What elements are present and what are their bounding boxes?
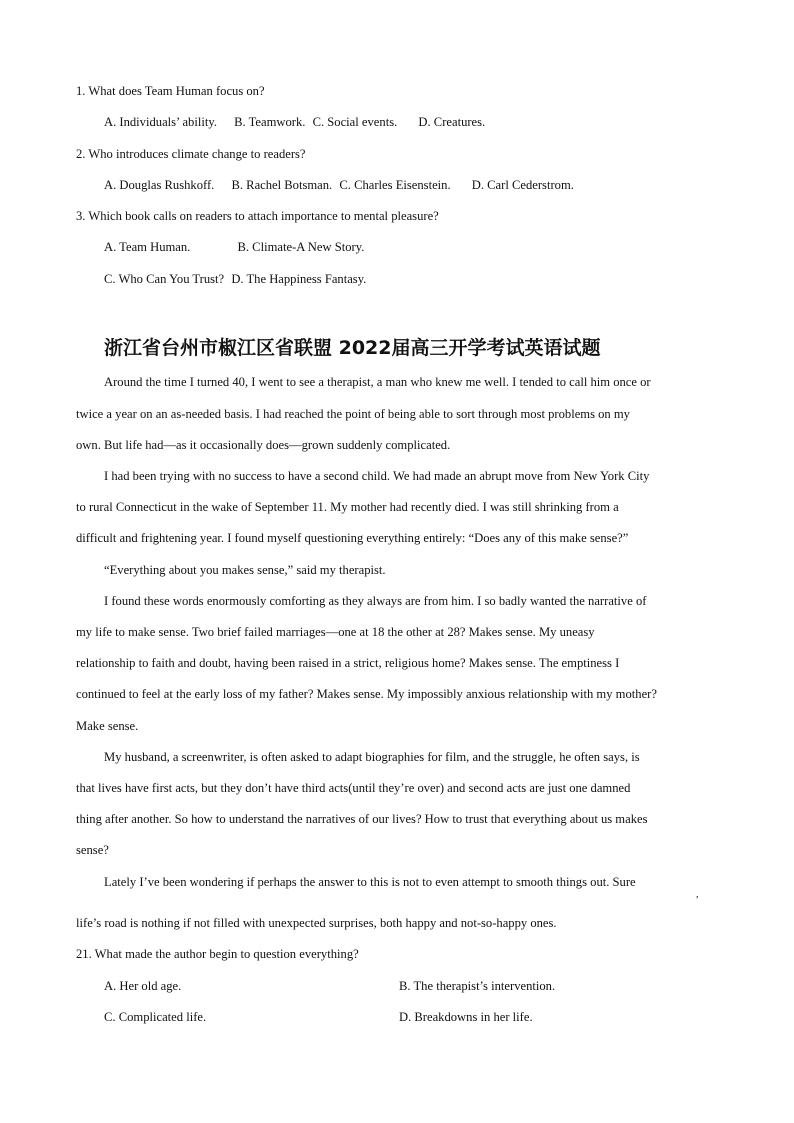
question-3-options-row-1 <box>104 239 364 255</box>
q2-option-b: B. Rachel Botsman. <box>231 178 333 192</box>
passage-line: Make sense. <box>76 719 139 733</box>
passage-line: my life to make sense. Two brief failed marriages—one at 18 the other at 28? Makes sense. My uneasy <box>76 625 595 639</box>
passage-line: Around the time I turned 40, I went to see a therapist, a man who knew me well. I tended to call him once or <box>104 375 651 389</box>
passage-line: My husband, a screenwriter, is often asked to adapt biographies for film, and the struggle, he often says, is <box>104 750 640 764</box>
q1-option-a: A. Individuals’ ability. <box>104 115 217 129</box>
passage-line: I found these words enormously comforting as they always are from him. I so badly wanted the narrative of <box>104 594 647 608</box>
passage-line: life’s road is nothing if not filled with unexpected surprises, both happy and not-so-happy ones. <box>76 916 557 930</box>
passage-line: thing after another. So how to understand the narratives of our lives? How to trust that everything about us makes <box>76 812 648 826</box>
q21-option-b: B. The therapist’s intervention. <box>399 979 556 993</box>
question-3-stem: 3. Which book calls on readers to attach importance to mental pleasure? <box>76 209 439 223</box>
q3-option-b: B. Climate-A New Story. <box>237 240 365 254</box>
question-3-options-row-2 <box>104 271 366 287</box>
passage-line: that lives have first acts, but they don’t have third acts(until they’re over) and second acts are just one damned <box>76 781 631 795</box>
q2-option-a: A. Douglas Rushkoff. <box>104 178 215 192</box>
passage-line: twice a year on an as-needed basis. I had reached the point of being able to sort through most problems on my <box>76 407 630 421</box>
passage-line: I had been trying with no success to have a second child. We had made an abrupt move from New York City <box>104 469 650 483</box>
q1-option-d: D. Creatures. <box>418 115 486 129</box>
q3-option-d: D. The Happiness Fantasy. <box>231 272 367 286</box>
q21-option-a: A. Her old age. <box>104 979 182 993</box>
passage-line: continued to feel at the early loss of my father? Makes sense. My impossibly anxious relationship with my mother? <box>76 687 657 701</box>
q2-option-c: C. Charles Eisenstein. <box>339 178 451 192</box>
stray-comma-mark: , <box>696 889 699 900</box>
q1-option-b: B. Teamwork. <box>234 115 306 129</box>
q21-option-c: C. Complicated life. <box>104 1010 207 1024</box>
passage-line: to rural Connecticut in the wake of September 11. My mother had recently died. I was still shrinking from a <box>76 500 619 514</box>
question-1-stem: 1. What does Team Human focus on? <box>76 84 265 98</box>
passage-line: relationship to faith and doubt, having been raised in a strict, religious home? Makes sense. The emptiness I <box>76 656 620 670</box>
passage-line: difficult and frightening year. I found myself questioning everything entirely: “Does any of this make sense?” <box>76 531 629 545</box>
q21-option-d: D. Breakdowns in her life. <box>399 1010 533 1024</box>
passage-line: “Everything about you makes sense,” said my therapist. <box>104 563 386 577</box>
question-21-stem: 21. What made the author begin to question everything? <box>76 947 359 961</box>
question-2-options <box>104 177 574 193</box>
passage-line: Lately I’ve been wondering if perhaps the answer to this is not to even attempt to smooth things out. Sure <box>104 875 636 889</box>
q3-option-a: A. Team Human. <box>104 240 191 254</box>
section-title: 浙江省台州市椒江区省联盟 2022届高三开学考试英语试题 <box>104 337 601 359</box>
question-1-options <box>104 114 485 130</box>
q1-option-c: C. Social events. <box>312 115 398 129</box>
q3-option-c: C. Who Can You Trust? <box>104 272 225 286</box>
q2-option-d: D. Carl Cederstrom. <box>471 178 574 192</box>
passage-line: own. But life had—as it occasionally does—grown suddenly complicated. <box>76 438 451 452</box>
passage-line: sense? <box>76 843 109 857</box>
question-2-stem: 2. Who introduces climate change to readers? <box>76 147 306 161</box>
